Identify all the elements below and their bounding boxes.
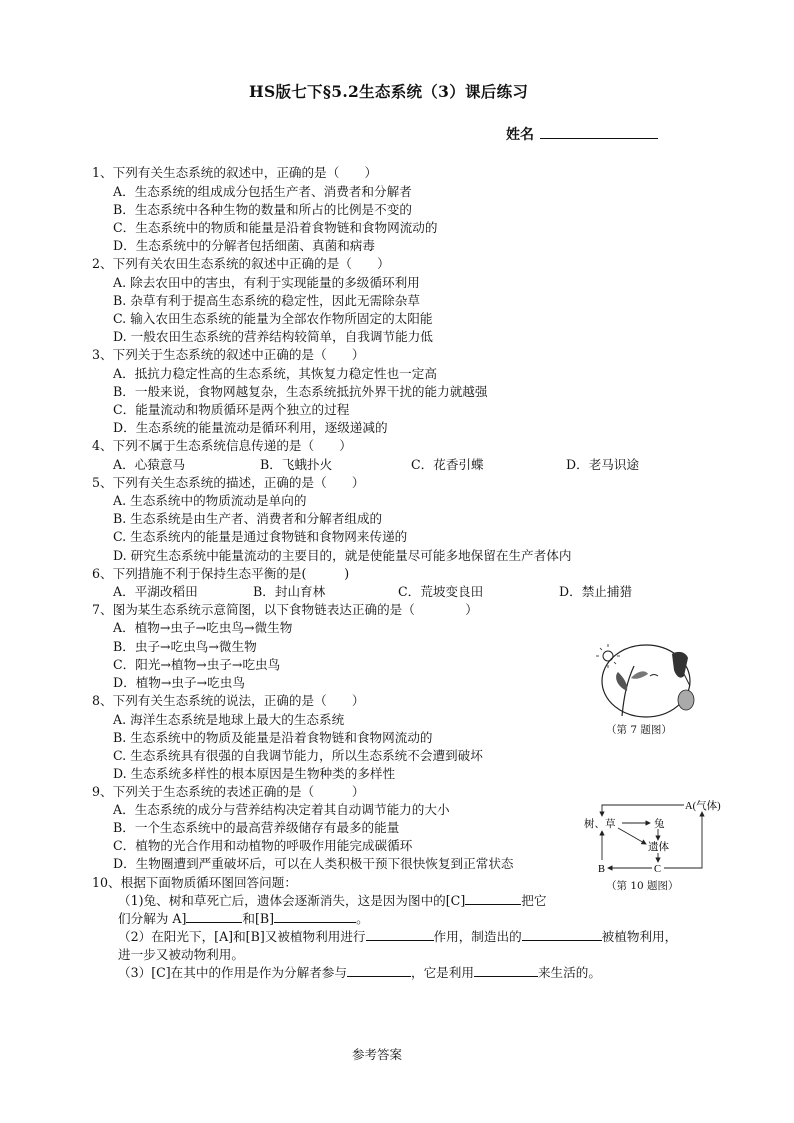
arrow-plants-to-remains [618,828,646,844]
q3-option-d: D．生态系统的能量流动是循环利用，逐级递减的 [113,420,388,435]
q7-stem: 7、图为某生态系统示意简图，以下食物链表达正确的是（ ） [92,602,478,617]
q1-option-d: D．生态系统中的分解者包括细菌、真菌和病毒 [113,238,375,253]
name-field-line[interactable] [540,138,658,139]
q5-option-b: B. 生态系统是由生产者、消费者和分解者组成的 [113,511,383,526]
q1-option-a: A．生态系统的组成成分包括生产者、消费者和分解者 [113,184,412,199]
q9-option-d: D．生物圈遭到严重破坏后，可以在人类积极干预下很快恢复到正常状态 [113,856,514,871]
q1-option-b: B．生态系统中各种生物的数量和所占的比例是不变的 [113,202,412,217]
figure-q10 [584,798,724,894]
figure-q7 [594,636,704,738]
arrow-c-to-a [664,812,702,868]
microbe-icon [678,690,694,710]
insect-icon [650,675,658,677]
q5-stem: 5、下列有关生态系统的描述，正确的是（ ） [92,475,365,490]
plant-leaf-left [616,672,627,691]
q4-option-b: B．飞蛾扑火 [260,457,333,472]
q7-option-a: A．植物→虫子→吃虫鸟→微生物 [113,620,293,635]
q4-options-row [113,454,713,470]
q1-stem: 1、下列有关生态系统的叙述中，正确的是（ ） [92,165,378,180]
label-b: B [598,864,606,875]
q10-blank-c[interactable] [465,892,521,905]
q5-option-c: C. 生态系统内的能量是通过食物链和食物网来传递的 [113,529,408,544]
sun-icon [603,651,613,661]
bird-icon [672,652,688,678]
q7-option-d: D．植物→虫子→吃虫鸟 [113,675,245,690]
q6-option-c: C．荒坡变良田 [398,584,484,599]
q4-option-c: C．花香引蝶 [411,457,484,472]
q3-stem: 3、下列关于生态系统的叙述中正确的是（ ） [92,347,365,362]
q4-option-d: D．老马识途 [566,457,640,472]
q2-stem: 2、下列有关农田生态系统的叙述中正确的是（ ） [92,256,390,271]
page-title: HS版七下§5.2生态系统（3）课后练习 [249,82,529,101]
q6-stem: 6、下列措施不利于保持生态平衡的是( ) [92,566,350,581]
q10-blank-role[interactable] [347,964,411,977]
q2-option-b: B. 杂草有利于提高生态系统的稳定性，因此无需除杂草 [113,293,420,308]
arrow-a-to-plants [602,805,684,816]
q8-option-c: C. 生态系统具有很强的自我调节能力，所以生态系统不会遭到破坏 [113,748,483,763]
q1-option-c: C．生态系统中的物质和能量是沿着食物链和食物网流动的 [113,220,438,235]
label-tree-grass: 树、草 [584,819,616,830]
plant-leaf-right [631,671,648,678]
q10-blank-a[interactable] [186,910,242,923]
q3-option-b: B．一般来说，食物网越复杂，生态系统抵抗外界干扰的能力就越强 [113,384,488,399]
q5-option-a: A. 生态系统中的物质流动是单向的 [113,493,307,508]
q9-option-c: C．植物的光合作用和动植物的呼吸作用能完成碳循环 [113,838,413,853]
q8-option-d: D. 生态系统多样性的根本原因是生物种类的多样性 [113,766,396,781]
sun-rays [596,644,620,668]
q2-option-c: C. 输入农田生态系统的能量为全部农作物所固定的太阳能 [113,311,433,326]
q8-stem: 8、下列有关生态系统的说法，正确的是（ ） [92,693,365,708]
q4-stem: 4、下列不属于生态系统信息传递的是（ ） [92,438,352,453]
q5-option-d: D. 研究生态系统中能量流动的主要目的，就是使能量尽可能多地保留在生产者体内 [113,548,572,563]
q6-option-d: D．禁止捕猎 [559,584,633,599]
q10-blank-b[interactable] [274,910,356,923]
q10-blank-source[interactable] [474,964,538,977]
q10-part1-line2: 们分解为 A] 和[B] 。 [118,911,369,926]
figure-q7-caption: （第 7 题图） [606,724,672,736]
q3-option-c: C．能量流动和物质循环是两个独立的过程 [113,402,350,417]
label-a: A(气体) [685,801,721,812]
q6-option-b: B．封山育林 [253,584,326,599]
q2-option-a: A. 除去农田中的害虫，有利于实现能量的多级循环利用 [113,275,420,290]
q8-option-a: A. 海洋生态系统是地球上最大的生态系统 [113,712,345,727]
label-remains: 遗体 [648,842,669,853]
q6-option-a: A．平湖改稻田 [113,584,198,599]
q10-stem: 10、根据下面物质循环图回答问题： [92,875,297,890]
q10-blank-product[interactable] [522,928,602,941]
q10-part2-line1: （2）在阳光下，[A]和[B]又被植物利用进行 作用，制造出的 被植物利用， [118,929,678,944]
q3-option-a: A．抵抗力稳定性高的生态系统，其恢复力稳定性也一定高 [113,366,437,381]
q4-option-a: A．心猿意马 [113,457,186,472]
q10-part1-line1: （1)兔、树和草死亡后，遗体会逐渐消失，这是因为图中的[C] 把它 [118,893,547,908]
name-label: 姓名 [506,127,534,143]
q2-option-d: D. 一般农田生态系统的营养结构较简单，自我调节能力低 [113,329,433,344]
q9-option-b: B．一个生态系统中的最高营养级储存有最多的能量 [113,820,400,835]
q10-part3-line1: （3）[C]在其中的作用是作为分解者参与 ，它是利用 来生活的。 [118,965,601,980]
q10-blank-process[interactable] [366,928,434,941]
q9-stem: 9、下列关于生态系统的表述正确的是（ ） [92,784,365,799]
q6-options-row [113,581,713,597]
matter-cycle-diagram [584,798,724,876]
plant-stem [622,666,634,716]
q9-option-a: A．生态系统的成分与营养结构决定着其自动调节能力的大小 [113,802,450,817]
figure-q10-caption: （第 10 题图） [606,880,679,892]
q10-part2-line2: 进一步又被动物利用。 [118,947,244,962]
q7-option-c: C．阳光→植物→虫子→吃虫鸟 [113,657,281,672]
ecosystem-illustration [594,636,704,722]
q7-option-b: B．虫子→吃虫鸟→微生物 [113,639,257,654]
label-c: C [654,864,662,875]
answer-key-heading: 参考答案 [352,1047,403,1062]
q8-option-b: B. 生态系统中的物质及能量是沿着食物链和食物网流动的 [113,730,433,745]
label-rabbit: 兔 [654,819,665,830]
